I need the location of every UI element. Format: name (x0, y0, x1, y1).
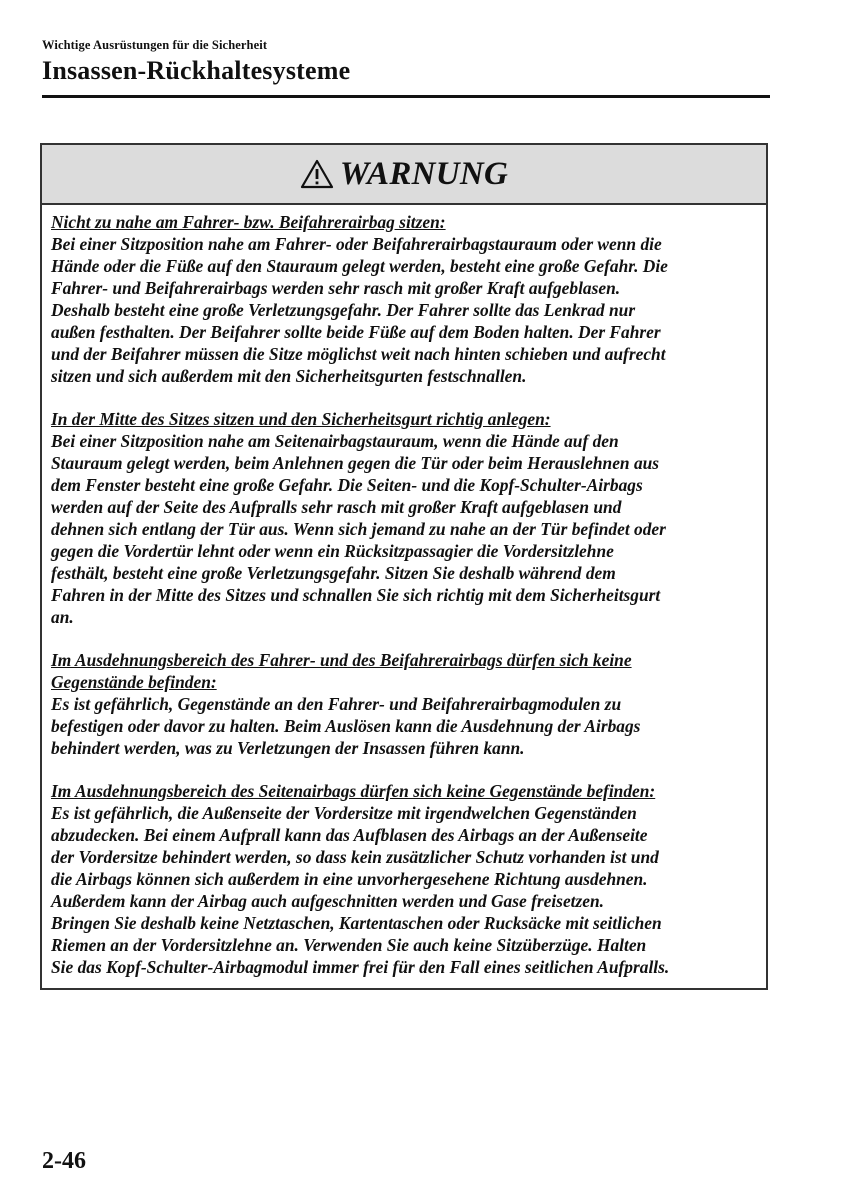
warning-triangle-icon (300, 159, 334, 189)
warning-section (51, 649, 758, 759)
warning-section-heading: Im Ausdehnungsbereich des Seitenairbags dürfen sich keine Gegenstände befinden: (51, 781, 656, 801)
warning-body (42, 205, 766, 978)
warning-section-text: Es ist gefährlich, die Außenseite der Vordersitze mit irgendwelchen Gegenständen abzudecken. Bei einem Aufprall kann das Aufblasen des Airbags an der Außenseite der Vordersitze behindert werden, so dass kein zusätzlicher Schutz vorhanden ist und die Airbags können sich außerdem in eine unvorhergesehene Richtung ausdehnen. Außerdem kann der Airbag auch aufgeschnitten werden und Gase freisetzen. Bringen Sie deshalb keine Netztaschen, Kartentaschen oder Rucksäcke mit seitlichen Riemen an der Vordersitzlehne an. Verwenden Sie auch keine Sitzüberzüge. Halten Sie das Kopf-Schulter-Airbagmodul immer frei für den Fall eines seitlichen Aufpralls. (51, 803, 670, 977)
warning-section (51, 211, 758, 387)
warning-section-text: Bei einer Sitzposition nahe am Seitenairbagstauraum, wenn die Hände auf den Stauraum gelegt werden, beim Anlehnen gegen die Tür oder beim Herauslehnen aus dem Fenster besteht eine große Gefahr. Die Seiten- und die Kopf-Schulter-Airbags werden auf der Seite des Aufpralls sehr rasch mit großer Kraft aufgeblasen und dehnen sich entlang der Tür aus. Wenn sich jemand zu nahe an der Tür befindet oder gegen die Vordertür lehnt oder wenn ein Rücksitzpassagier die Vordersitzlehne festhält, besteht eine große Verletzungsgefahr. Sitzen Sie deshalb während dem Fahren in der Mitte des Sitzes und schnallen Sie sich richtig mit dem Sicherheitsgurt an. (51, 431, 666, 627)
page-title: Insassen-Rückhaltesysteme (42, 56, 351, 85)
page-number: 2-46 (42, 1148, 86, 1174)
warning-title: WARNUNG (339, 155, 509, 192)
warning-section-text: Es ist gefährlich, Gegenstände an den Fahrer- und Beifahrerairbagmodulen zu befestigen oder davor zu halten. Beim Auslösen kann die Ausdehnung der Airbags behindert werden, was zu Verletzungen der Insassen führen kann. (51, 694, 641, 758)
section-label: Wichtige Ausrüstungen für die Sicherheit (42, 38, 268, 52)
warning-section-heading: Nicht zu nahe am Fahrer- bzw. Beifahrerairbag sitzen: (51, 212, 446, 232)
warning-section (51, 780, 758, 978)
warning-box (40, 143, 768, 990)
title-divider (42, 95, 770, 98)
warning-section-heading: In der Mitte des Sitzes sitzen und den Sicherheitsgurt richtig anlegen: (51, 409, 551, 429)
warning-header (42, 145, 766, 205)
warning-section-heading: Im Ausdehnungsbereich des Fahrer- und des Beifahrerairbags dürfen sich keine Gegenstände befinden: (51, 650, 632, 692)
warning-section (51, 408, 758, 628)
warning-section-text: Bei einer Sitzposition nahe am Fahrer- oder Beifahrerairbagstauraum oder wenn die Hände oder die Füße auf den Stauraum gelegt werden, besteht eine große Gefahr. Die Fahrer- und Beifahrerairbags werden sehr rasch mit großer Kraft aufgeblasen. Deshalb besteht eine große Verletzungsgefahr. Der Fahrer sollte das Lenkrad nur außen festhalten. Der Beifahrer sollte beide Füße auf dem Boden halten. Der Fahrer und der Beifahrer müssen die Sitze möglichst weit nach hinten schieben und aufrecht sitzen und sich außerdem mit den Sicherheitsgurten festschnallen. (51, 234, 668, 386)
